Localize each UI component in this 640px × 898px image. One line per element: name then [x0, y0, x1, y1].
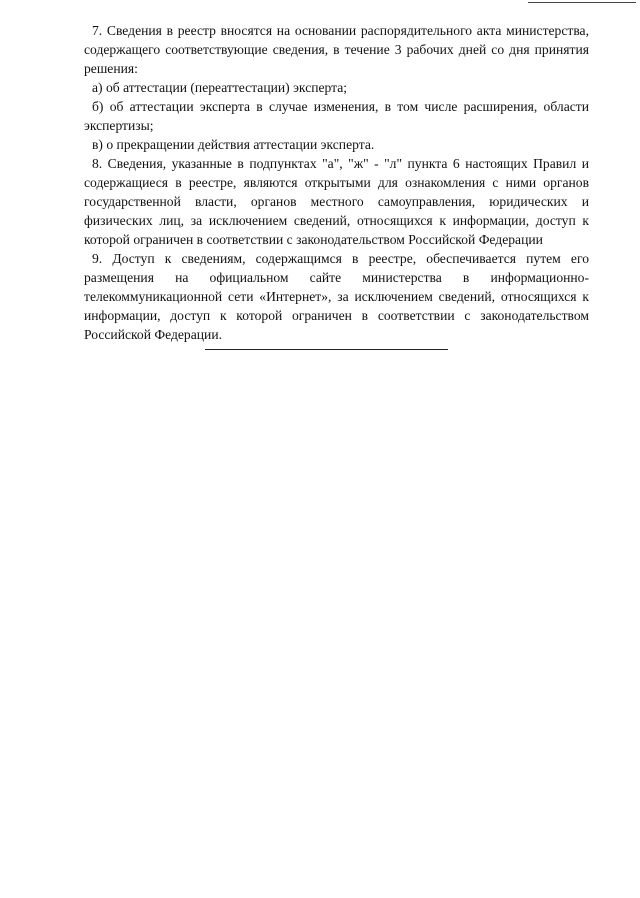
paragraph-7-item-b: б) об аттестации эксперта в случае изменения, в том числе расширения, области экспертизы; [84, 99, 589, 133]
document-body [84, 21, 589, 344]
paragraph-7-item-c: в) о прекращении действия аттестации эксперта. [92, 137, 375, 152]
paragraph-7-item-a: а) об аттестации (переаттестации) эксперта; [92, 80, 348, 95]
paragraph-7: 7. Сведения в реестр вносятся на основании распорядительного акта министерства, содержащего соответствующие сведения, в течение 3 рабочих дней со дня принятия решения: [84, 23, 589, 76]
paragraph-8: 8. Сведения, указанные в подпунктах "а", "ж" - "л" пункта 6 настоящих Правил и содержащиеся в реестре, являются открытыми для ознакомления с ними органов государственной власти, органов местного самоуправления, юридических и физических лиц, за исключением сведений, относящихся к информации, доступ к которой ограничен в соответствии с законодательством Российской Федерации [84, 156, 589, 247]
top-edge-rule [528, 2, 636, 3]
end-separator-line [205, 349, 448, 350]
paragraph-9: 9. Доступ к сведениям, содержащимся в реестре, обеспечивается путем его размещения на официальном сайте министерства в информационно-телекоммуникационной сети «Интернет», за исключением сведений, относящихся к информации, доступ к которой ограничен в соответствии с законодательством Российской Федерации. [84, 251, 589, 342]
